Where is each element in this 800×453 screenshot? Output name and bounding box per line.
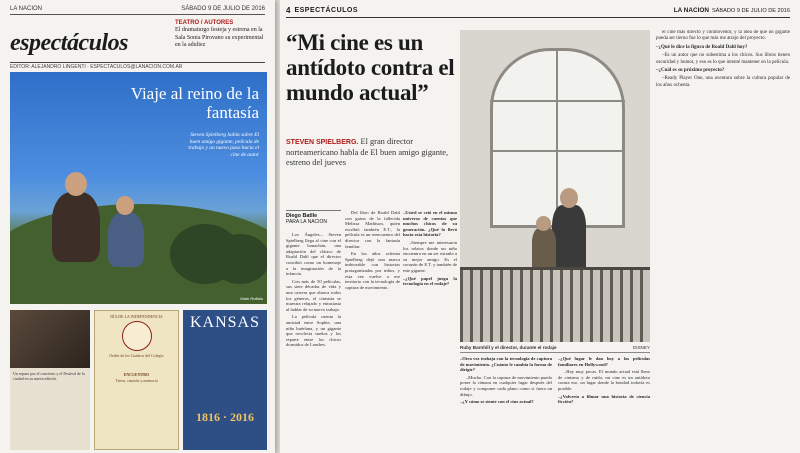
child-figure [108,212,144,267]
paragraph: –Es un autor que no subestima a los chicos. Sus libros tienen oscuridad y humor, y eso es lo que intenté mantener en la película. [656,53,790,65]
body-column-4 [460,356,552,450]
head-rule [286,17,790,18]
seal-icon [122,321,152,351]
hero-title: Viaje al reino de la fantasía [130,84,259,122]
paragraph: –Ready Player One, una aventura sobre la cultura popular de los años ochenta. [656,76,790,88]
teaser-text: El dramaturgo festeja y estrena en la Sala Sonia Pirovano su experimental en la adultez [175,27,264,49]
certificate-line: DÍA DE LA INDEPENDENCIA [110,314,163,319]
masthead-date [674,7,790,14]
strip-item-concert[interactable] [10,310,90,450]
balcony-railing [460,270,650,342]
question: –¿Cuál es su próximo proyecto? [656,68,725,74]
paragraph: En los años ochenta Spielberg dejó una marca imborrable con historias protagonizadas por niños, y esta vez vuelve a ese territorio con la tecnología de captura de movimiento. [345,251,400,290]
body-column-5 [558,356,650,450]
hero-photo[interactable] [10,72,267,304]
question: –Otra vez trabaja con la tecnología de captura de movimiento. ¿Cuánto le cambia la forma de dirigir? [460,356,552,373]
bottom-strip [10,310,267,450]
kansas-title: KANSAS [189,314,260,331]
date-right: SÁBADO 9 DE JULIO DE 2016 [711,7,790,14]
certificate-line: ENCUENTRO [123,372,150,378]
paragraph: Los Ángeles.– Steven Spielberg llega al cine con el gigante bonachón, una adaptación del clásico de Roald Dahl que el director concibió como un homenaje a la imaginación de la infancia. [286,232,341,277]
paragraph: –Mucho. Con la captura de movimiento puedo poner la cámara en cualquier lugar después del rodaje y componer cada plano como si fuera un dibujo. [460,374,552,397]
strip-item-certificate[interactable] [94,310,179,450]
dek-text: El gran director norteamericano habla de El buen amigo gigante, estreno del jueves [286,137,449,167]
photo-caption [460,345,650,350]
hero-dek: Steven Spielberg habla sobre El buen amigo gigante, película de trabajo y un nuevo paso hacia el cine de autor [188,132,259,158]
person-figure [52,192,100,262]
left-running-head [10,3,265,15]
question: –Usted se crió en el mismo universo de cuentos que muchos chicos de su generación. ¿Qué lo llevó hacia esta historia? [403,210,457,238]
right-page [280,0,800,453]
question: –¿Qué lugar le dan hoy a las películas familiares en Hollywood? [558,356,650,367]
section-title: espectáculos [10,30,128,56]
body-column-6 [656,30,790,450]
article-headline: “Mi cine es un antídoto contra el mundo actual” [286,30,455,105]
byline-name: Diego Batlle [286,213,318,219]
left-page [0,0,275,453]
teaser-kicker: TEATRO / AUTORES [175,20,234,26]
certificate-line: Tierra, canción y memoria [115,377,158,383]
paragraph: –Siempre me interesaron los relatos donde un niño encuentra en un ser extraño a su mejor amigo. Es el corazón de E.T. y también de este gigante. [403,239,457,273]
paragraph: –Hay muy pocas. El mundo actual está lleno de cinismo y de ruido; mi cine es un antídoto contra eso, un lugar donde la bondad todavía es posible. [558,369,650,391]
body-column-3 [403,210,457,450]
photo-credit: Mark Ruffalo [240,296,263,301]
paragraph: el cine más directo y conmovedor, y la idea de que un gigante pueda ser tierno fue lo que más me atrajo del proyecto. [656,30,790,42]
caption-credit: DISNEY [632,345,650,350]
kansas-years: 1816 · 2016 [195,410,254,424]
certificate-line: Orden de los Cuadros del Colegio [109,353,164,359]
body-column-2 [345,210,400,450]
byline-role: PARA LA NACION [286,219,328,225]
masthead-left: LA NACION [10,6,43,12]
section-editor-line: EDITOR: ALEJANDRO LINGENTI · ESPECTACULOS@LANACION.COM.AR [10,64,183,70]
question: –¿Qué papel juega la tecnología en el rodaje? [403,275,457,287]
section-rule [10,62,265,63]
byline [286,210,341,225]
article-photo[interactable] [460,30,650,342]
right-running-head [286,3,790,17]
question: –¿Qué le dice la figura de Roald Dahl hoy? [656,44,748,50]
question: –¿Y cómo se siente con el cine actual? [460,399,534,405]
masthead-right: LA NACION [673,6,709,14]
paragraph: Con más de 50 películas, sus siete décadas de vida y una carrera que abarca todos los géneros, el cineasta se muestra relajado y entusiasta al hablar de su nuevo trabajo. [286,278,341,312]
strip-item-text: Un repaso por el concierto y el Festival de la ciudad en su nueva edición [13,371,85,381]
section-name: ESPECTÁCULOS [294,6,359,14]
director-figure [552,205,586,275]
teaser-box[interactable] [175,20,267,50]
paragraph: Del libro de Roald Dahl con guion de la fallecida Melissa Mathison, quien escribió también E.T., la película es un reencuentro del director con la fantasía familiar. [345,210,400,249]
body-column-1 [286,232,341,450]
page-number: 4 [286,5,291,15]
date-left: SÁBADO 9 DE JULIO DE 2016 [181,6,265,12]
question: –¿Volvería a filmar una historia de ciencia ficción? [558,393,650,405]
caption-text: Ruby Barnhill y el director, durante el rodaje [460,345,557,350]
dek-name: STEVEN SPIELBERG. [286,139,359,146]
article-dek [286,137,458,168]
concert-photo [10,310,90,368]
paragraph: La película cuenta la amistad entre Sophie, una niña huérfana, y un gigante que recolecta sueños y los reparte entre los chicos dormidos de Londres. [286,314,341,348]
strip-item-kansas[interactable] [183,310,267,450]
